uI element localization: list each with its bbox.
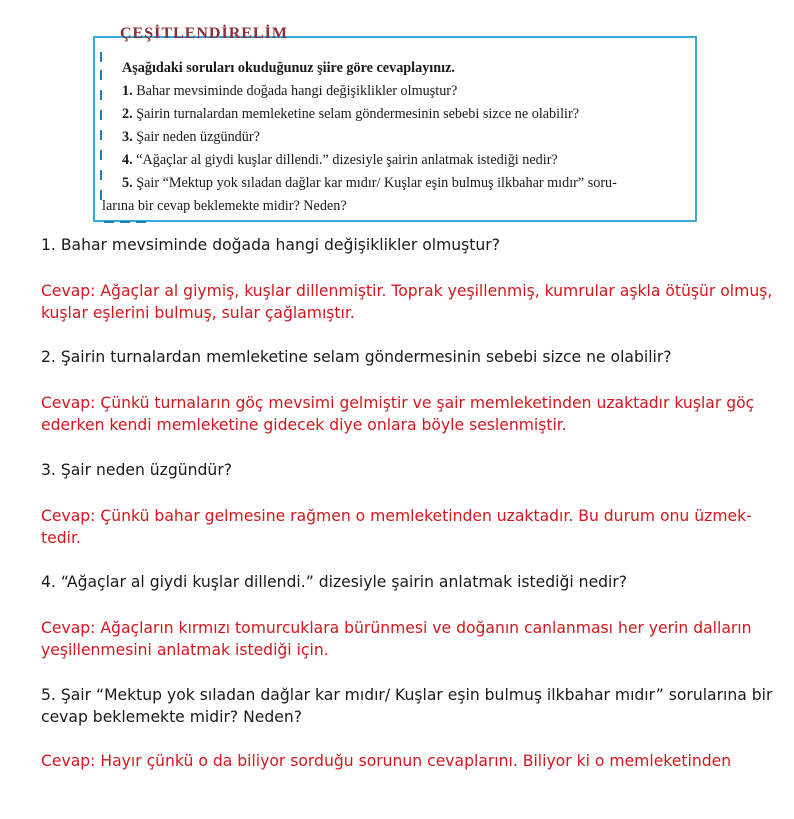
answer-5-line-1: Cevap: Hayır çünkü o da biliyor sorduğu sorunun cevaplarını. Biliyor ki o memleketinden [41, 752, 732, 770]
question-4: 4. “Ağaçlar al giydi kuşlar dillendi.” dizesiyle şairin anlatmak istediği nedir? [41, 573, 628, 591]
answer-2-line-1: Cevap: Çünkü turnaların göç mevsimi gelmiştir ve şair memleketinden uzaktadır kuşlar göç [41, 394, 755, 412]
box-left-dash [100, 52, 102, 62]
box-question-number: 2. [122, 106, 133, 122]
answer-3-line-2: tedir. [41, 529, 81, 547]
box-left-dash [100, 130, 102, 140]
box-question-text: Şair neden üzgündür? [136, 129, 260, 145]
box-left-dash [100, 90, 102, 100]
question-5-line-2: cevap beklemekte midir? Neden? [41, 708, 303, 726]
answer-4-line-2: yeşillenmesini anlatmak istediği için. [41, 641, 329, 659]
box-question-2 [122, 103, 693, 126]
box-title: Aşağıdaki soruları okuduğunuz şiire göre cevaplayınız. [122, 60, 455, 76]
box-question-text: “Ağaçlar al giydi kuşlar dillendi.” dizesiyle şairin anlatmak istediği nedir? [136, 152, 558, 168]
box-left-dash [100, 70, 102, 80]
box-question-4 [122, 149, 693, 172]
box-question-1 [122, 80, 693, 103]
answer-1-line-1: Cevap: Ağaçlar al giymiş, kuşlar dillenmiştir. Toprak yeşillenmiş, kumrular aşkla ötüşür olmuş, [41, 282, 773, 300]
box-question-number: 5. [122, 175, 133, 191]
question-5-line-1: 5. Şair “Mektup yok sıladan dağlar kar mıdır/ Kuşlar eşin bulmuş ilkbahar mıdır” sorularına bir [41, 686, 773, 704]
box-bottom-dash [136, 221, 146, 223]
box-question-5 [122, 172, 693, 195]
box-question-number: 4. [122, 152, 133, 168]
answer-2-line-2: ederken kendi memleketine gidecek diye onlara böyle seslenmiştir. [41, 416, 567, 434]
answer-1-line-2: kuşlar eşlerini bulmuş, sular çağlamıştır. [41, 304, 355, 322]
box-content [102, 57, 693, 218]
box-left-dash [100, 110, 102, 120]
box-header-fragment [120, 25, 288, 42]
box-bottom-dash [120, 221, 130, 223]
question-3: 3. Şair neden üzgündür? [41, 461, 233, 479]
box-left-dash [100, 150, 102, 160]
box-left-dash [100, 170, 102, 180]
answer-3-line-1: Cevap: Çünkü bahar gelmesine rağmen o memleketinden uzaktadır. Bu durum onu üzmek- [41, 507, 752, 525]
answer-4-line-1: Cevap: Ağaçların kırmızı tomurcuklara bürünmesi ve doğanın canlanması her yerin dalların [41, 619, 752, 637]
box-question-text: Şair “Mektup yok sıladan dağlar kar mıdır/ Kuşlar eşin bulmuş ilkbahar mıdır” soru- [136, 175, 617, 191]
question-1: 1. Bahar mevsiminde doğada hangi değişiklikler olmuştur? [41, 236, 500, 254]
box-question-3 [122, 126, 693, 149]
question-2: 2. Şairin turnalardan memleketine selam göndermesinin sebebi sizce ne olabilir? [41, 348, 672, 366]
box-question-text: Bahar mevsiminde doğada hangi değişiklikler olmuştur? [136, 83, 458, 99]
box-question-number: 3. [122, 129, 133, 145]
box-question-number: 1. [122, 83, 133, 99]
box-bottom-dash [104, 221, 114, 223]
box-header-text: ÇEŞİTLENDİRELİM [120, 25, 288, 42]
box-question-text: Şairin turnalardan memleketine selam göndermesinin sebebi sizce ne olabilir? [136, 106, 579, 122]
box-question-5-continued: larına bir cevap beklemekte midir? Neden? [102, 198, 347, 214]
